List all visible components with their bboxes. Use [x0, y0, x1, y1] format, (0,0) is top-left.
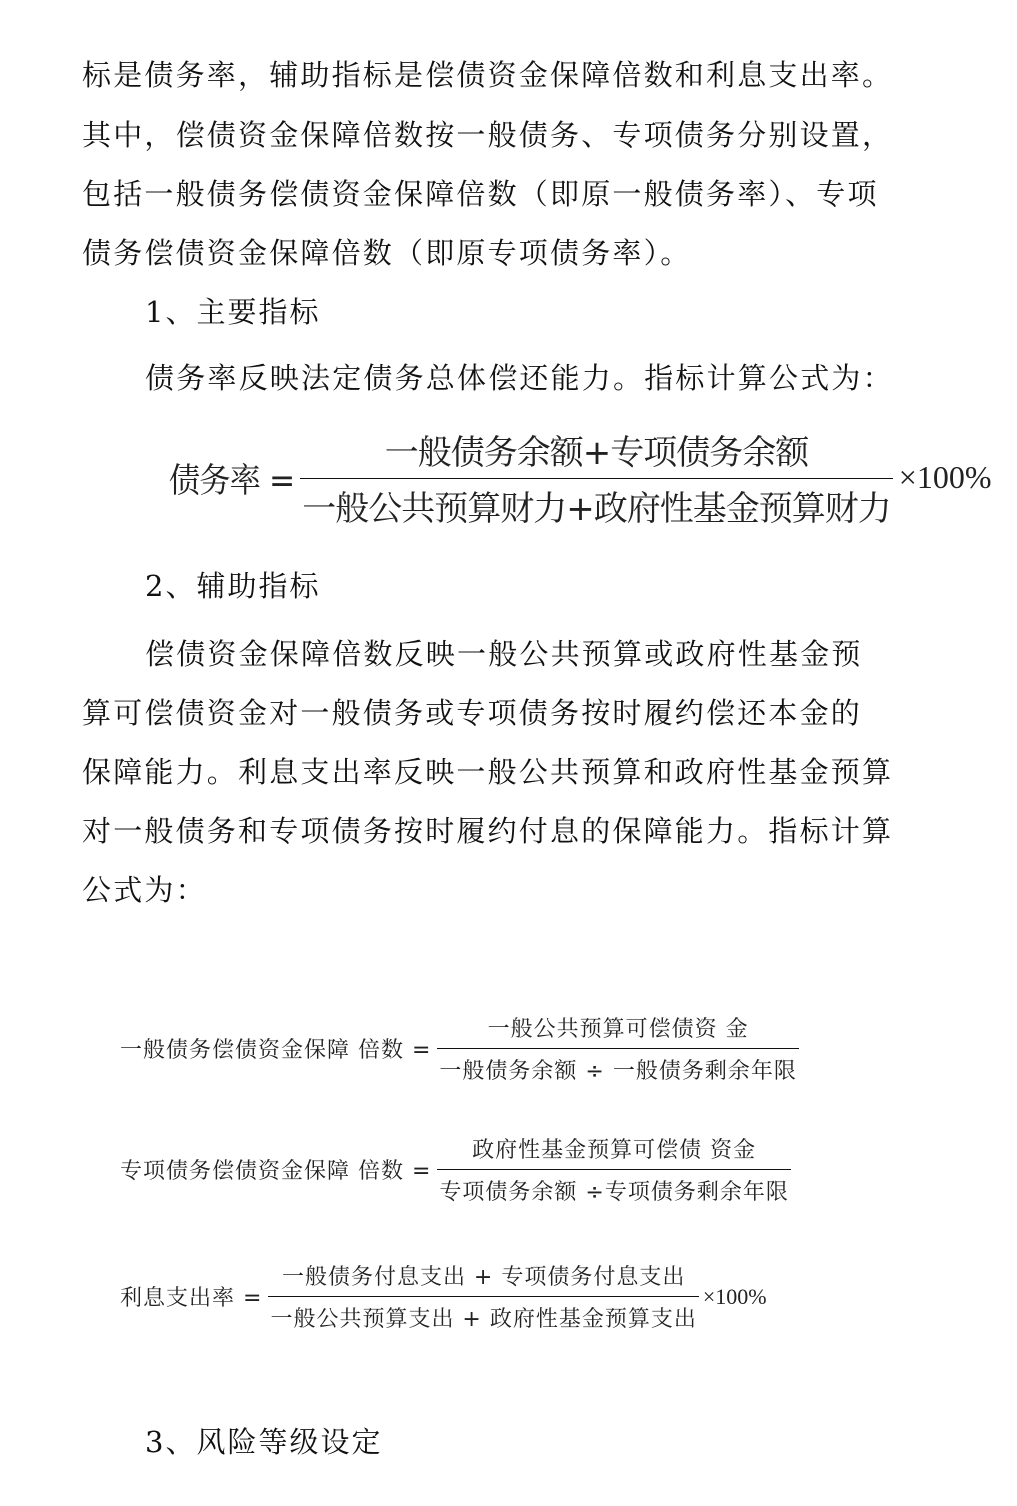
paragraph-1-line-4: 债务偿债资金保障倍数（即原专项债务率）。 — [82, 236, 692, 270]
formula-debt-rate — [158, 425, 992, 530]
paragraph-1-line-3: 包括一般债务偿债资金保障倍数（即原一般债务率）、专项 — [82, 177, 879, 211]
paragraph-1-line-1: 标是债务率，辅助指标是偿债资金保障倍数和利息支出率。 — [82, 58, 894, 92]
formula-general-debt-coverage — [120, 1012, 799, 1085]
formula-interest-rate-fraction — [268, 1260, 698, 1333]
formula-general-coverage-lhs: 一般债务偿债资金保障 倍数 = — [120, 1038, 432, 1063]
formula-interest-rate-numerator: 一般债务付息支出 + 专项债务付息支出 — [281, 1265, 686, 1290]
heading-auxiliary-indicator: 2、辅助指标 — [145, 569, 321, 603]
formula-general-coverage-denominator: 一般债务余额 ÷ 一般债务剩余年限 — [439, 1059, 797, 1084]
formula-debt-rate-numerator: 一般债务余额+专项债务余额 — [384, 433, 809, 473]
paragraph-3-line-3: 保障能力。利息支出率反映一般公共预算和政府性基金预算 — [82, 755, 894, 789]
formula-debt-rate-fraction — [300, 425, 893, 530]
formula-special-coverage-denominator: 专项债务余额 ÷专项债务剩余年限 — [439, 1180, 789, 1205]
paragraph-1-line-2: 其中，偿债资金保障倍数按一般债务、专项债务分别设置， — [82, 118, 894, 152]
formula-debt-rate-percent: ×100% — [898, 459, 992, 495]
formula-interest-rate-percent: ×100% — [702, 1283, 767, 1309]
formula-debt-rate-denominator: 一般公共预算财力+政府性基金预算财力 — [302, 489, 891, 529]
formula-interest-rate-denominator: 一般公共预算支出 + 政府性基金预算支出 — [270, 1307, 697, 1332]
formula-special-coverage-numerator: 政府性基金预算可偿债 资金 — [472, 1138, 757, 1163]
formula-general-coverage-numerator: 一般公共预算可偿债资 金 — [487, 1017, 749, 1042]
heading-risk-level: 3、风险等级设定 — [145, 1425, 383, 1459]
formula-debt-rate-lhs: 债务率 = — [168, 461, 295, 501]
formula-special-coverage-lhs: 专项债务偿债资金保障 倍数 = — [120, 1159, 432, 1184]
paragraph-3-line-4: 对一般债务和专项债务按时履约付息的保障能力。指标计算 — [82, 814, 894, 848]
formula-special-debt-coverage — [120, 1133, 791, 1206]
formula-interest-rate-lhs: 利息支出率 = — [120, 1286, 263, 1311]
formula-general-coverage-fraction — [437, 1012, 798, 1085]
paragraph-3-line-1: 偿债资金保障倍数反映一般公共预算或政府性基金预 — [145, 637, 863, 671]
paragraph-3-line-2: 算可偿债资金对一般债务或专项债务按时履约偿还本金的 — [82, 696, 863, 730]
heading-main-indicator: 1、主要指标 — [145, 295, 321, 329]
formula-special-coverage-fraction — [437, 1133, 790, 1206]
paragraph-debt-rate-intro: 债务率反映法定债务总体偿还能力。指标计算公式为： — [145, 361, 894, 395]
formula-interest-expense-rate — [120, 1260, 767, 1333]
paragraph-3-line-5: 公式为： — [82, 873, 207, 907]
